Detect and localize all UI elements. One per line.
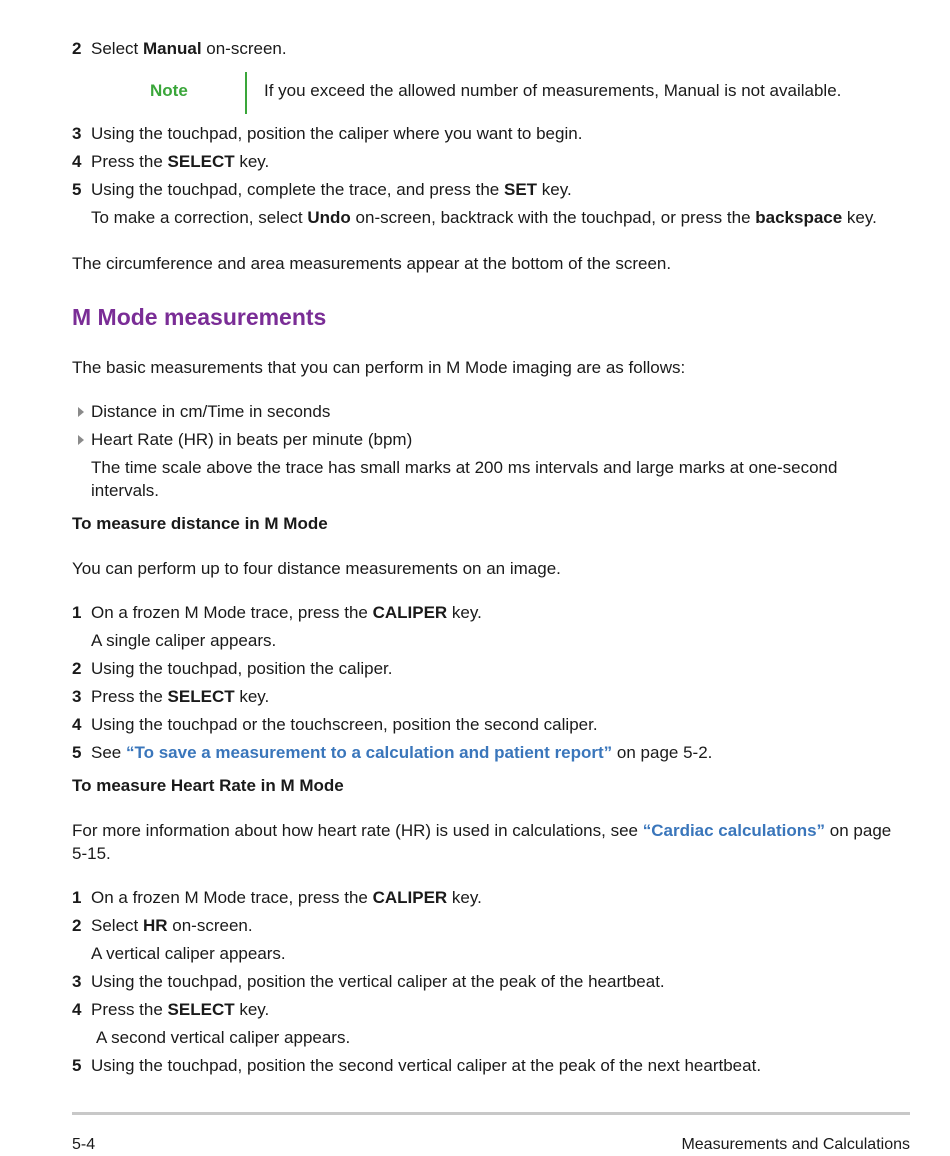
step-text: Using the touchpad or the touchscreen, position the second caliper. bbox=[91, 715, 598, 734]
intro-paragraph: The basic measurements that you can perform in M Mode imaging are as follows: bbox=[72, 358, 686, 377]
step-number: 4 bbox=[72, 715, 82, 734]
save-measurement-link[interactable]: “To save a measurement to a calculation and patient report” bbox=[125, 743, 613, 762]
note-divider bbox=[245, 72, 247, 114]
step-text: Using the touchpad, position the second vertical caliper at the peak of the next heartbeat. bbox=[91, 1056, 762, 1075]
step-number: 3 bbox=[72, 687, 82, 706]
step-number: 2 bbox=[72, 659, 82, 678]
note-text: If you exceed the allowed number of measurements, Manual is not available. bbox=[264, 81, 842, 100]
section-heading: M Mode measurements bbox=[72, 304, 327, 330]
step-number: 1 bbox=[72, 888, 82, 907]
step-text: Using the touchpad, position the caliper where you want to begin. bbox=[91, 124, 583, 143]
step-text: Using the touchpad, position the vertical caliper at the peak of the heartbeat. bbox=[91, 972, 665, 991]
heart-rate-heading: To measure Heart Rate in M Mode bbox=[72, 776, 344, 795]
step-text: Select Manual on-screen. bbox=[91, 39, 287, 58]
hr-step-2-result: A vertical caliper appears. bbox=[91, 944, 286, 963]
step-number: 4 bbox=[72, 1000, 82, 1019]
cardiac-calculations-link[interactable]: “Cardiac calculations” bbox=[642, 821, 826, 840]
step-text: Using the touchpad, position the caliper. bbox=[91, 659, 393, 678]
bullet-triangle-icon bbox=[78, 435, 84, 445]
step-number: 1 bbox=[72, 603, 82, 622]
distance-step-1-result: A single caliper appears. bbox=[91, 631, 277, 650]
step-number: 5 bbox=[72, 743, 82, 762]
hr-step-4-result: A second vertical caliper appears. bbox=[96, 1028, 351, 1047]
step-text: Press the SELECT key. bbox=[91, 152, 270, 171]
distance-intro: You can perform up to four distance measurements on an image. bbox=[72, 559, 561, 578]
bullet-triangle-icon bbox=[78, 407, 84, 417]
distance-heading: To measure distance in M Mode bbox=[72, 514, 328, 533]
heart-rate-intro: For more information about how heart rate (HR) is used in calculations, see “Cardiac calculations” on page 5-15. bbox=[72, 821, 892, 863]
circumference-paragraph: The circumference and area measurements appear at the bottom of the screen. bbox=[72, 254, 672, 273]
footer-divider bbox=[72, 1112, 910, 1115]
step-text: Using the touchpad, complete the trace, and press the SET key. bbox=[91, 180, 572, 199]
step-number: 3 bbox=[72, 124, 82, 143]
step-text: On a frozen M Mode trace, press the CALIPER key. bbox=[91, 603, 482, 622]
step-number: 5 bbox=[72, 180, 82, 199]
step-number: 2 bbox=[72, 916, 82, 935]
step-number: 3 bbox=[72, 972, 82, 991]
step-text: On a frozen M Mode trace, press the CALIPER key. bbox=[91, 888, 482, 907]
timescale-text: The time scale above the trace has small marks at 200 ms intervals and large marks at one-second intervals. bbox=[91, 458, 838, 500]
chapter-title: Measurements and Calculations bbox=[681, 1136, 910, 1153]
step-text: Press the SELECT key. bbox=[91, 687, 270, 706]
step-number: 4 bbox=[72, 152, 82, 171]
step-number: 5 bbox=[72, 1056, 82, 1075]
step-text: Select HR on-screen. bbox=[91, 916, 253, 935]
correction-text: To make a correction, select Undo on-screen, backtrack with the touchpad, or press the backspace key. bbox=[91, 208, 877, 227]
step-text: Press the SELECT key. bbox=[91, 1000, 270, 1019]
step-number: 2 bbox=[72, 39, 82, 58]
step-text: See “To save a measurement to a calculation and patient report” on page 5-2. bbox=[91, 743, 713, 762]
note-label: Note bbox=[150, 81, 188, 100]
page-number: 5-4 bbox=[72, 1136, 96, 1153]
note-box bbox=[150, 72, 910, 114]
